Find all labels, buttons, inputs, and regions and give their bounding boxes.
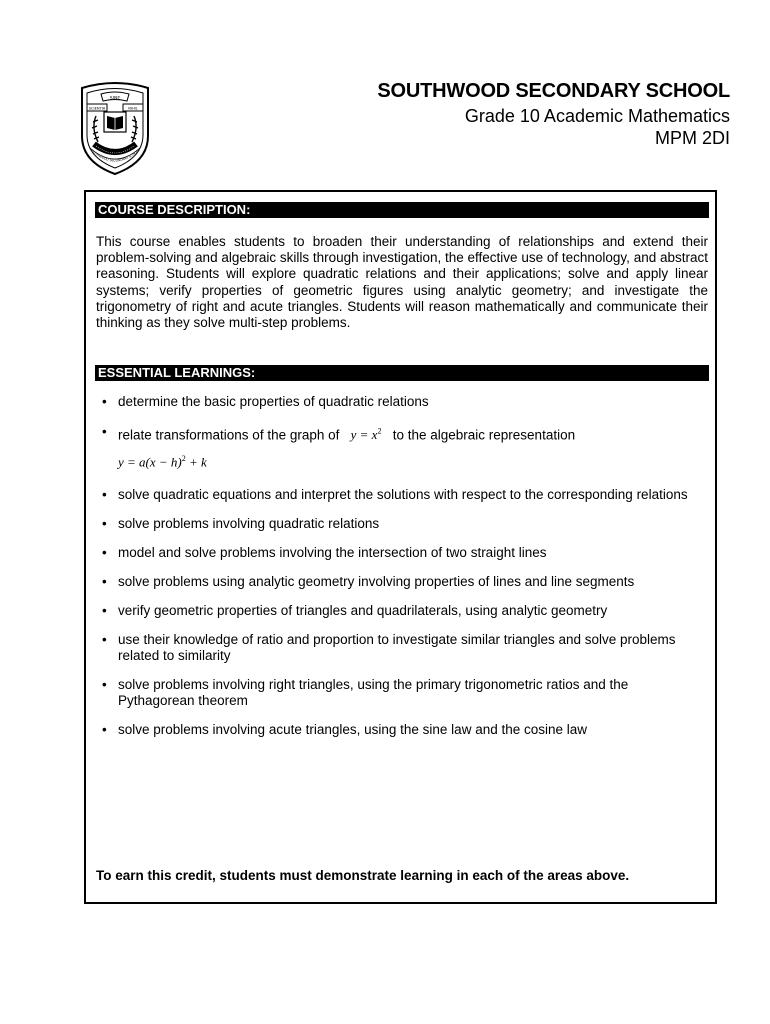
school-crest-logo <box>76 80 154 176</box>
course-code: MPM 2DI <box>654 128 730 148</box>
course-description-text: This course enables students to broaden their understanding of relationships and extend their problem-solving and algebraic skills through investigation, the effective use of technology, and abstract reasoning. Students will explore quadratic relations and their applications; solve and apply linear systems; verify properties of geometric figures using analytic geometry; and investigate the trigonometry of right and acute triangles. Students will reason mathematically and communicate their thinking as they solve multi-step problems. <box>96 234 708 331</box>
crest-left-text: SCIENTIA <box>88 106 106 111</box>
list-item-text: solve problems using analytic geometry involving properties of lines and line segments <box>118 573 635 589</box>
bullet-icon: • <box>102 573 107 589</box>
bullet-icon: • <box>102 544 107 560</box>
course-title: Grade 10 Academic Mathematics <box>464 106 730 126</box>
list-item <box>96 545 701 561</box>
crest-right-text: NIHIL <box>128 106 138 111</box>
list-item-text: use their knowledge of ratio and proportion to investigate similar triangles and solve problems related to similarity <box>118 631 676 663</box>
bullet-icon: • <box>102 721 107 737</box>
list-item <box>96 394 701 410</box>
list-item <box>96 677 701 709</box>
list-item-text: verify geometric properties of triangles and quadrilaterals, using analytic geometry <box>118 602 608 618</box>
course-outline-box <box>84 190 717 904</box>
course-description-heading: COURSE DESCRIPTION: <box>95 202 709 218</box>
essential-learnings-heading: ESSENTIAL LEARNINGS: <box>95 365 709 381</box>
list-item <box>96 487 701 503</box>
crest-ring-text: OUTHWOOD SECONDARY SCHOO <box>90 148 140 163</box>
list-item-text: solve problems involving quadratic relations <box>118 515 380 531</box>
bullet-icon: • <box>102 631 107 647</box>
list-item-text: determine the basic properties of quadratic relations <box>118 394 429 409</box>
bullet-icon: • <box>102 424 107 439</box>
list-item-text: solve quadratic equations and interpret the solutions with respect to the corresponding relations <box>118 486 688 502</box>
list-item <box>96 574 701 590</box>
list-item-text: relate transformations of the graph of <box>118 427 340 443</box>
school-name: SOUTHWOOD SECONDARY SCHOOL <box>377 80 730 102</box>
bullet-icon: • <box>102 394 107 409</box>
list-item <box>96 632 701 664</box>
bullet-icon: • <box>102 486 107 502</box>
list-item <box>96 603 701 619</box>
math-expression: $y = x^2$ <box>350 427 382 443</box>
bullet-icon: • <box>102 676 107 692</box>
list-item-text: solve problems involving acute triangles, using the sine law and the cosine law <box>118 721 588 737</box>
bullet-icon: • <box>102 602 107 618</box>
list-item <box>96 722 701 738</box>
list-item-text: model and solve problems involving the intersection of two straight lines <box>118 544 547 560</box>
document-header <box>377 80 730 149</box>
credit-requirement-note: To earn this credit, students must demonstrate learning in each of the areas above. <box>96 868 630 883</box>
list-item-text-suffix: to the algebraic representation <box>392 427 576 443</box>
list-item-text: solve problems involving right triangles, using the primary trigonometric ratios and the Pythagorean theorem <box>118 676 629 708</box>
bullet-icon: • <box>102 515 107 531</box>
list-item <box>96 424 701 471</box>
list-item <box>96 516 701 532</box>
essential-learnings-list <box>96 394 701 738</box>
math-formula: $y = a(x - h)^2 + k$ <box>118 454 207 470</box>
crest-banner-text: SINE <box>109 96 121 102</box>
